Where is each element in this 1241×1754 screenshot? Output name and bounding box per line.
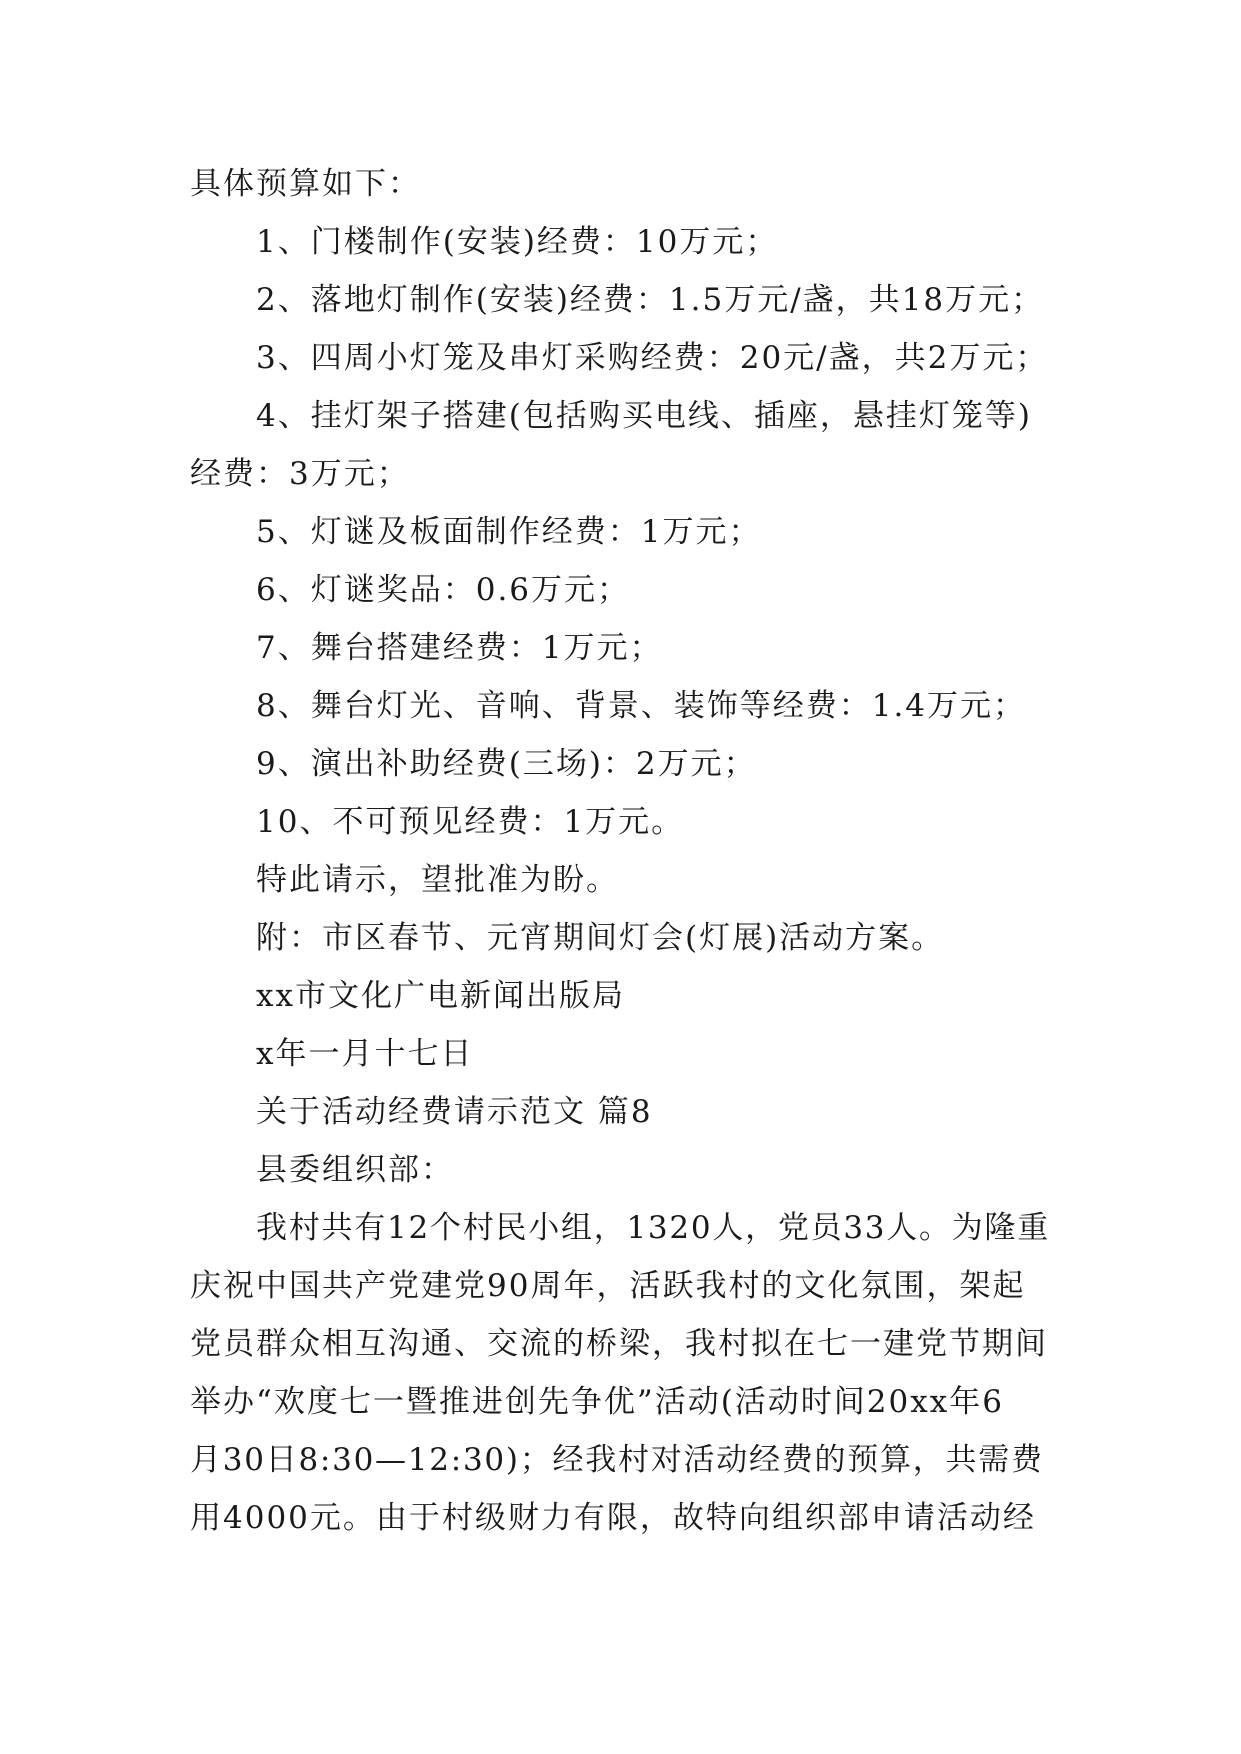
budget-item-5: 5、灯谜及板面制作经费：1万元； bbox=[256, 514, 762, 550]
issue-date: x年一月十七日 bbox=[256, 1036, 474, 1072]
document-body bbox=[190, 155, 1050, 1547]
body-paragraph-line-6: 用4000元。由于村级财力有限，故特向组织部申请活动经 bbox=[190, 1500, 1036, 1536]
budget-item-8: 8、舞台灯光、音响、背景、装饰等经费：1.4万元； bbox=[256, 688, 1027, 724]
body-paragraph-line-3: 党员群众相互沟通、交流的桥梁，我村拟在七一建党节期间 bbox=[190, 1326, 1048, 1362]
section-heading: 关于活动经费请示范文 篇8 bbox=[256, 1094, 653, 1130]
issuing-organization: xx市文化广电新闻出版局 bbox=[256, 978, 625, 1014]
attachment-note: 附：市区春节、元宵期间灯会(灯展)活动方案。 bbox=[256, 920, 945, 956]
body-paragraph-line-2: 庆祝中国共产党建党90周年，活跃我村的文化氛围，架起 bbox=[190, 1268, 1026, 1304]
budget-item-7: 7、舞台搭建经费：1万元； bbox=[256, 630, 663, 666]
budget-intro: 具体预算如下： bbox=[190, 166, 421, 202]
body-paragraph-line-4: 举办“欢度七一暨推进创先争优”活动(活动时间20xx年6 bbox=[190, 1384, 1004, 1420]
recipient-salutation: 县委组织部： bbox=[256, 1152, 454, 1188]
budget-item-4: 4、挂灯架子搭建(包括购买电线、插座，悬挂灯笼等) bbox=[256, 398, 1032, 434]
budget-item-1: 1、门楼制作(安装)经费：10万元； bbox=[256, 224, 779, 260]
budget-item-2: 2、落地灯制作(安装)经费：1.5万元/盏，共18万元； bbox=[256, 282, 1045, 318]
budget-item-6: 6、灯谜奖品：0.6万元； bbox=[256, 572, 631, 608]
budget-item-9: 9、演出补助经费(三场)：2万元； bbox=[256, 746, 757, 782]
body-paragraph-line-1: 我村共有12个村民小组，1320人，党员33人。为隆重 bbox=[256, 1210, 1051, 1246]
budget-item-10: 10、不可预见经费：1万元。 bbox=[256, 804, 685, 840]
request-closing: 特此请示，望批准为盼。 bbox=[256, 862, 619, 898]
budget-item-4-continued: 经费：3万元； bbox=[190, 456, 410, 492]
budget-item-3: 3、四周小灯笼及串灯采购经费：20元/盏，共2万元； bbox=[256, 340, 1049, 376]
body-paragraph-line-5: 月30日8:30—12:30)；经我村对活动经费的预算，共需费 bbox=[190, 1442, 1044, 1478]
